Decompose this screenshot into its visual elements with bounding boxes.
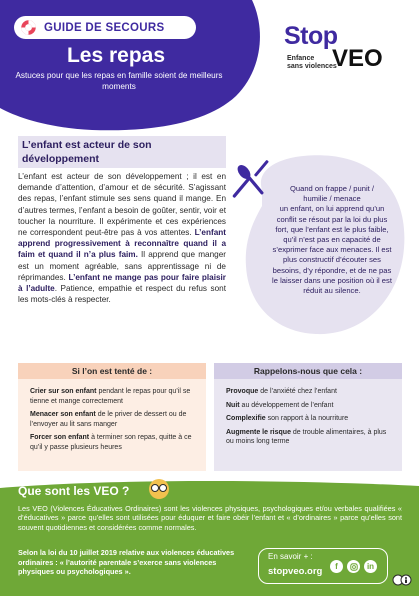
bubble-line: qu’il n’est pas en capacité de <box>283 235 381 245</box>
bubble-text <box>262 184 402 296</box>
reminder-item-bold: Augmente le risque <box>226 428 291 436</box>
badge-label: GUIDE DE SECOURS <box>44 21 165 34</box>
comparison-box <box>18 363 402 471</box>
footer-definition: Les VEO (Violences Éducatives Ordinaires) sont les violences physiques, psychologiques et/ou verbales qualifiées « d’éducatives » parce qu’elles sont utilisées pour éduquer et faire obéir l’enfant et « d’ordinaires » parce qu’elles sont souvent quotidiennes et considérées comme normales. <box>18 504 402 532</box>
page-title: Les repas <box>66 44 166 67</box>
bubble-line: réduit au silence. <box>303 286 361 296</box>
bubble-line: humilie / menace <box>303 194 361 204</box>
guide-badge <box>14 16 196 39</box>
logo-word-veo: VEO <box>332 45 383 72</box>
bubble-line: besoins, d’y répondre, et de ne pas <box>272 265 392 275</box>
bubble-line: s’exprimer face aux menaces. Il est <box>272 245 392 255</box>
tempted-item-text: à terminer son repas, quitte à ce qu’il y passe plusieurs heures <box>30 434 192 451</box>
tempted-item <box>30 410 198 429</box>
tempted-item-text: de le priver de dessert ou de l’envoyer au lit sans manger <box>30 411 187 428</box>
footer-more-label: En savoir + : <box>268 552 313 561</box>
tempted-item-text: pendant le repas pour qu’il se tienne et mange correctement <box>30 388 191 405</box>
reminder-item-text: de l’anxiété chez l’enfant <box>258 388 337 395</box>
footer-title: Que sont les VEO ? <box>18 484 130 498</box>
body-text-3: . Patience, empathie et respect du refus sont les mots-clés à respecter. <box>18 284 226 305</box>
creative-commons-icon <box>392 572 412 588</box>
page-subtitle: Astuces pour que les repas en famille soient de meilleurs moments <box>15 71 223 91</box>
tempted-item-bold: Forcer son enfant <box>30 434 90 442</box>
reminder-item-text: son rapport à la nourriture <box>265 415 349 423</box>
reminder-item <box>226 401 394 411</box>
tempted-title: Si l’on est tenté de : <box>18 363 206 379</box>
facebook-icon[interactable]: f <box>330 560 343 573</box>
reminder-item <box>226 414 394 424</box>
body-text-1: L’enfant est acteur de son développement ; il est en demande d’attention, d’amour et de sécurité. S’agissant des repas, l’enfant stimule ses sens quand il mange. En d’autres termes, l’enfant a besoin de goûter, sentir, voir et toucher la nourriture. Il expérimente et ces expériences ne correspondent peut-être pas à vos attentes. <box>18 172 226 238</box>
logo-tagline-1: Enfance <box>287 55 315 62</box>
footer-law: Selon la loi du 10 juillet 2019 relative aux violences éducatives ordinaires : « l’autorité parentale s’exerce sans violences physiques ou psychologiques ». <box>18 548 235 577</box>
reminder-item-bold: Provoque <box>226 388 259 395</box>
heading-line-1: L’enfant est acteur de son <box>22 139 152 151</box>
tempted-column <box>18 363 206 471</box>
tempted-item-bold: Crier sur son enfant <box>30 388 97 395</box>
reminder-item-bold: Complexifie <box>226 415 266 423</box>
instagram-icon[interactable] <box>347 560 360 573</box>
bubble-line: Quand on frappe / punit / <box>289 184 374 193</box>
bubble-line: un enfant, on lui apprend qu’un <box>279 204 385 214</box>
glasses-icon <box>146 478 172 500</box>
main-section <box>18 136 226 305</box>
tempted-item-bold: Menacer son enfant <box>30 411 96 419</box>
tempted-item <box>30 387 198 406</box>
body-paragraph <box>18 171 226 305</box>
reminder-item-text: au développement de l’enfant <box>239 401 334 409</box>
body-bold-2: L’enfant ne mange pas pour faire plaisir à l’adulte <box>18 272 226 294</box>
tempted-item <box>30 433 198 452</box>
reminder-column <box>214 363 402 471</box>
reminder-title: Rappelons-nous que cela : <box>214 363 402 379</box>
body-text-2: Il apprend que manger est un moment agréable, sans apprentissage ni de réprimandes. <box>18 250 226 282</box>
linkedin-icon[interactable]: in <box>364 560 377 573</box>
section-heading <box>18 136 226 168</box>
heading-line-2: développement <box>22 153 100 165</box>
reminder-item-bold: Nuit <box>226 401 240 409</box>
logo-word-stop: Stop <box>284 22 338 50</box>
logo-tagline <box>287 55 337 71</box>
bubble-line: conflit se résout par la loi du plus <box>276 214 388 224</box>
lifebuoy-icon <box>20 19 37 36</box>
bubble-line: plus constructif d’écouter ses <box>283 255 381 265</box>
bubble-line: fort, que l’enfant est le plus faible, <box>275 224 389 234</box>
reminder-item <box>226 387 394 397</box>
body-bold-1: L’enfant apprend progressivement à reconnaître quand il a faim et quand il n’a plus faim. <box>18 228 226 260</box>
reminder-item-text: de trouble alimentaires, à plus ou moins long terme <box>226 428 387 446</box>
stopveo-logo <box>284 22 404 82</box>
reminder-item <box>226 428 394 447</box>
bubble-line: le laisser dans une position où il est <box>272 275 392 285</box>
logo-tagline-2: sans violences <box>287 63 337 70</box>
footer-website-link[interactable]: stopveo.org <box>268 566 323 577</box>
